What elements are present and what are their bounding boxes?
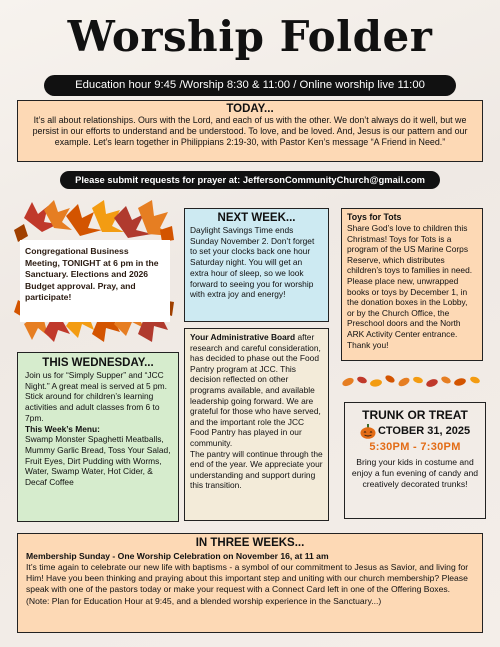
trunk-or-treat-date-row xyxy=(349,423,481,439)
three-weeks-body: It’s time again to celebrate our new life with baptisms - a symbol of our commitment to Jesus as Savior, and living for Him! Have you been thinking and praying about this important step and uniting with our church membership? Please speak with one of the pastors today or make your request with a Connect Card left in one of the Offering Boxes. (Note: Plan for Education Hour at 9:45, and a blended worship experience in the Sanctuary...) xyxy=(26,562,469,606)
autumn-leaves-strip xyxy=(340,372,485,390)
today-section xyxy=(17,100,483,162)
today-body: It’s all about relationships. Ours with the Lord, and each of us with the other. We don’t always do it well, but we persist in our efforts to understand and be understood. To love, and be loved. And, Jesus is our pattern and our example. Let’s learn together in Philippians 2:19-30, with Pastor Ken’s message “A Friend in Need.” xyxy=(32,115,468,147)
wednesday-body: Join us for “Simply Supper” and “JCC Night.” A great meal is served at 5 pm. Stick around for children’s learning activities and adult classes from 6 to 7pm. xyxy=(25,370,167,423)
toys-for-tots-heading: Toys for Tots xyxy=(347,212,402,222)
trunk-or-treat-body: Bring your kids in costume and enjoy a fun evening of candy and creatively decorated trunks! xyxy=(351,457,479,489)
menu-items: Swamp Monster Spaghetti Meatballs, Mummy Garlic Bread, Toss Your Salad, Fruit Eyes, Dirt Pudding with Worms, Water, Swamp Water, Hot Cider, & Decaf Coffee xyxy=(25,434,171,488)
next-week-heading: NEXT WEEK... xyxy=(217,212,296,224)
admin-board-section xyxy=(184,328,329,521)
next-week-body: Daylight Savings Time ends Sunday November 2. Don’t forget to set your clocks back one hour Saturday night. You will get an extra hour of sleep, so we look forward to seeing you for worship with extra joy and energy! xyxy=(190,225,315,300)
page-title: Worship Folder xyxy=(67,12,433,61)
trunk-or-treat-time: 5:30PM - 7:30PM xyxy=(369,441,461,453)
pumpkin-icon xyxy=(360,424,376,439)
schedule-bar: Education hour 9:45 /Worship 8:30 & 11:00 / Online worship live 11:00 xyxy=(44,75,456,96)
admin-board-lead: Your Administrative Board xyxy=(190,332,296,342)
toys-for-tots-section xyxy=(341,208,483,361)
three-weeks-section xyxy=(17,533,483,633)
today-heading: TODAY... xyxy=(226,103,274,115)
admin-board-body-2: The pantry will continue through the end of the year. We appreciate your understanding and support during this transition. xyxy=(190,448,323,491)
trunk-or-treat-section xyxy=(344,402,486,519)
business-meeting-notice: Congregational Business Meeting, TONIGHT at 6 pm in the Sanctuary. Elections and 2026 Budget approval. Pray, and participate! xyxy=(20,240,170,322)
wednesday-section xyxy=(17,352,179,522)
menu-label: This Week’s Menu: xyxy=(25,423,100,434)
prayer-request-bar: Please submit requests for prayer at: JeffersonCommunityChurch@gmail.com xyxy=(60,171,440,189)
admin-board-text: after research and careful consideration, has decided to phase out the Food Pantry program at JCC. This decision reflected on other programs available, and available leadership going forward. We are grateful for those who have served, and the important role the JCC Food Pantry has played in our community. xyxy=(190,332,321,448)
admin-board-body-1 xyxy=(190,332,323,449)
trunk-or-treat-date: CTOBER 31, 2025 xyxy=(377,425,471,437)
toys-for-tots-body: Share God’s love to children this Christmas! Toys for Tots is a program of the US Marine Corps Reserve, which distributes children’s toys to families in need. Please place new, unwrapped books or toys by December 1, in the donation boxes in the Lobby, or by the Church Office, the Preschool doors and the North ARK Activity Center entrance. Thank you! xyxy=(347,223,473,350)
wednesday-heading: THIS WEDNESDAY... xyxy=(42,357,154,369)
trunk-or-treat-heading: TRUNK OR TREAT xyxy=(362,408,468,422)
three-weeks-heading: IN THREE WEEKS... xyxy=(195,537,305,549)
next-week-section xyxy=(184,208,329,322)
three-weeks-subheading: Membership Sunday - One Worship Celebration on November 16, at 11 am xyxy=(26,551,329,561)
